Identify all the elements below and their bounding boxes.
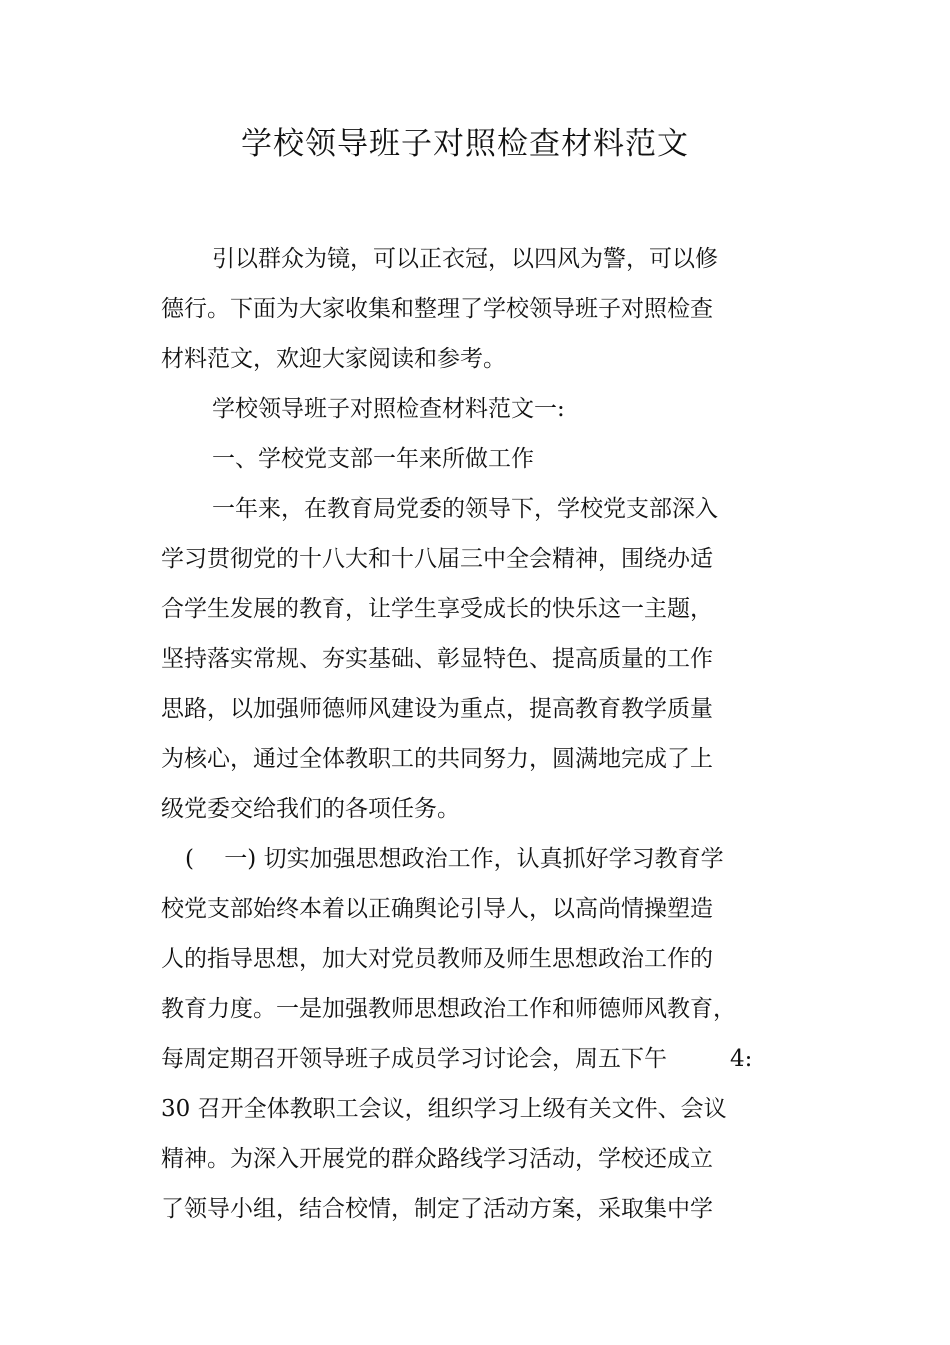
paragraph-line: 级党委交给我们的各项任务。 — [161, 796, 460, 822]
subsection-heading: 一、学校党支部一年来所做工作 — [212, 446, 534, 472]
paragraph-line: 30 召开全体教职工会议，组织学习上级有关文件、会议 — [161, 1096, 727, 1122]
paragraph-line: 材料范文，欢迎大家阅读和参考。 — [161, 346, 506, 372]
paragraph-line: 人的指导思想，加大对党员教师及师生思想政治工作的 — [161, 946, 713, 972]
paragraph-line: 每周定期召开领导班子成员学习讨论会，周五下午 — [161, 1046, 667, 1072]
paragraph-line: 精神。为深入开展党的群众路线学习活动，学校还成立 — [161, 1146, 713, 1172]
time-fragment: 4: — [730, 1046, 753, 1072]
paragraph-line: 校党支部始终本着以正确舆论引导人，以高尚情操塑造 — [161, 896, 713, 922]
paragraph-line: 坚持落实常规、夯实基础、彰显特色、提高质量的工作 — [161, 646, 713, 672]
section-heading: 学校领导班子对照检查材料范文一: — [212, 396, 565, 422]
paragraph-line: 引以群众为镜，可以正衣冠，以四风为警，可以修 — [212, 246, 718, 272]
paragraph-line: 德行。下面为大家收集和整理了学校领导班子对照检查 — [161, 296, 713, 322]
paragraph-line: 为核心，通过全体教职工的共同努力，圆满地完成了上 — [161, 746, 713, 772]
paragraph-line: 合学生发展的教育，让学生享受成长的快乐这一主题， — [161, 596, 713, 622]
paragraph-line: ( 一) 切实加强思想政治工作，认真抓好学习教育学 — [185, 846, 724, 872]
paragraph-line: 了领导小组，结合校情，制定了活动方案，采取集中学 — [161, 1196, 713, 1222]
document-title: 学校领导班子对照检查材料范文 — [241, 126, 689, 162]
paragraph-line: 思路，以加强师德师风建设为重点，提高教育教学质量 — [161, 696, 713, 722]
paragraph-line: 教育力度。一是加强教师思想政治工作和师德师风教育， — [161, 996, 736, 1022]
paragraph-line: 一年来，在教育局党委的领导下，学校党支部深入 — [212, 496, 718, 522]
paragraph-line: 学习贯彻党的十八大和十八届三中全会精神，围绕办适 — [161, 546, 713, 572]
